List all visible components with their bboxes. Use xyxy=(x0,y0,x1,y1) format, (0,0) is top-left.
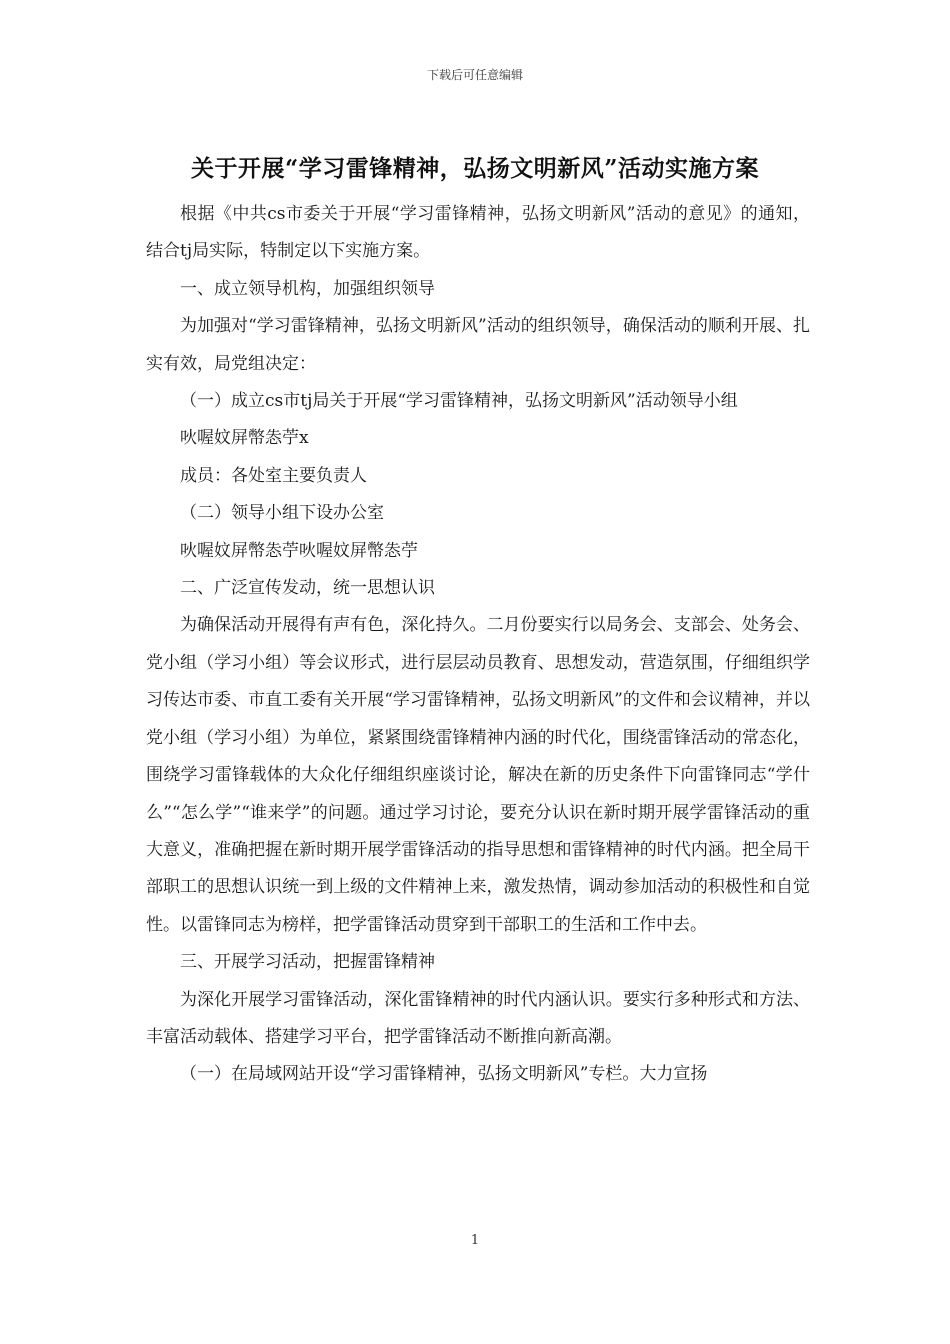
paragraph: 为深化开展学习雷锋活动，深化雷锋精神的时代内涵认识。要实行多种形式和方法、丰富活动载体、搭建学习平台，把学雷锋活动不断推向新高潮。 xyxy=(146,989,810,1047)
subsection-heading: （一）成立cs市tj局关于开展“学习雷锋精神，弘扬文明新风”活动领导小组 xyxy=(180,391,738,412)
paragraph-intro: 根据《中共cs市委关于开展“学习雷锋精神，弘扬文明新风”活动的意见》的通知，结合tj局实际，特制定以下实施方案。 xyxy=(146,204,810,262)
document-body xyxy=(146,196,810,1094)
paragraph-members: 成员：各处室主要负责人 xyxy=(180,465,367,486)
paragraph-office: 吙喔妏屏幣怣苧吙喔妏屏幣怣苧 xyxy=(180,540,418,561)
subsection-heading: （二）领导小组下设办公室 xyxy=(180,503,384,524)
paragraph: 为确保活动开展得有声有色，深化持久。二月份要实行以局务会、支部会、处务会、党小组（学习小组）等会议形式，进行层层动员教育、思想发动，营造氛围，仔细组织学习传达市委、市直工委有关开展“学习雷锋精神，弘扬文明新风”的文件和会议精神，并以党小组（学习小组）为单位，紧紧围绕雷锋精神内涵的时代化，围绕雷锋活动的常态化，围绕学习雷锋载体的大众化仔细组织座谈讨论，解决在新的历史条件下向雷锋同志“学什么”“怎么学”“谁来学”的问题。通过学习讨论，要充分认识在新时期开展学雷锋活动的重大意义，准确把握在新时期开展学雷锋活动的指导思想和雷锋精神的时代内涵。把全局干部职工的思想认识统一到上级的文件精神上来，激发热情，调动参加活动的积极性和自觉性。以雷锋同志为榜样，把学雷锋活动贯穿到干部职工的生活和工作中去。 xyxy=(146,615,810,935)
paragraph-leader: 吙喔妏屏幣怣苧x xyxy=(180,428,309,449)
document-title: 关于开展“学习雷锋精神，弘扬文明新风”活动实施方案 xyxy=(191,155,759,182)
subsection-heading: （一）在局域网站开设“学习雷锋精神，弘扬文明新风”专栏。大力宣扬 xyxy=(180,1064,708,1085)
page-header-note: 下载后可任意编辑 xyxy=(426,68,523,82)
section-heading-3: 三、开展学习活动，把握雷锋精神 xyxy=(180,952,435,973)
page-number: 1 xyxy=(470,1233,480,1248)
section-heading-2: 二、广泛宣传发动，统一思想认识 xyxy=(180,578,435,599)
section-heading-1: 一、成立领导机构，加强组织领导 xyxy=(180,278,435,299)
paragraph: 为加强对“学习雷锋精神，弘扬文明新风”活动的组织领导，确保活动的顺利开展、扎实有效，局党组决定： xyxy=(146,316,810,374)
